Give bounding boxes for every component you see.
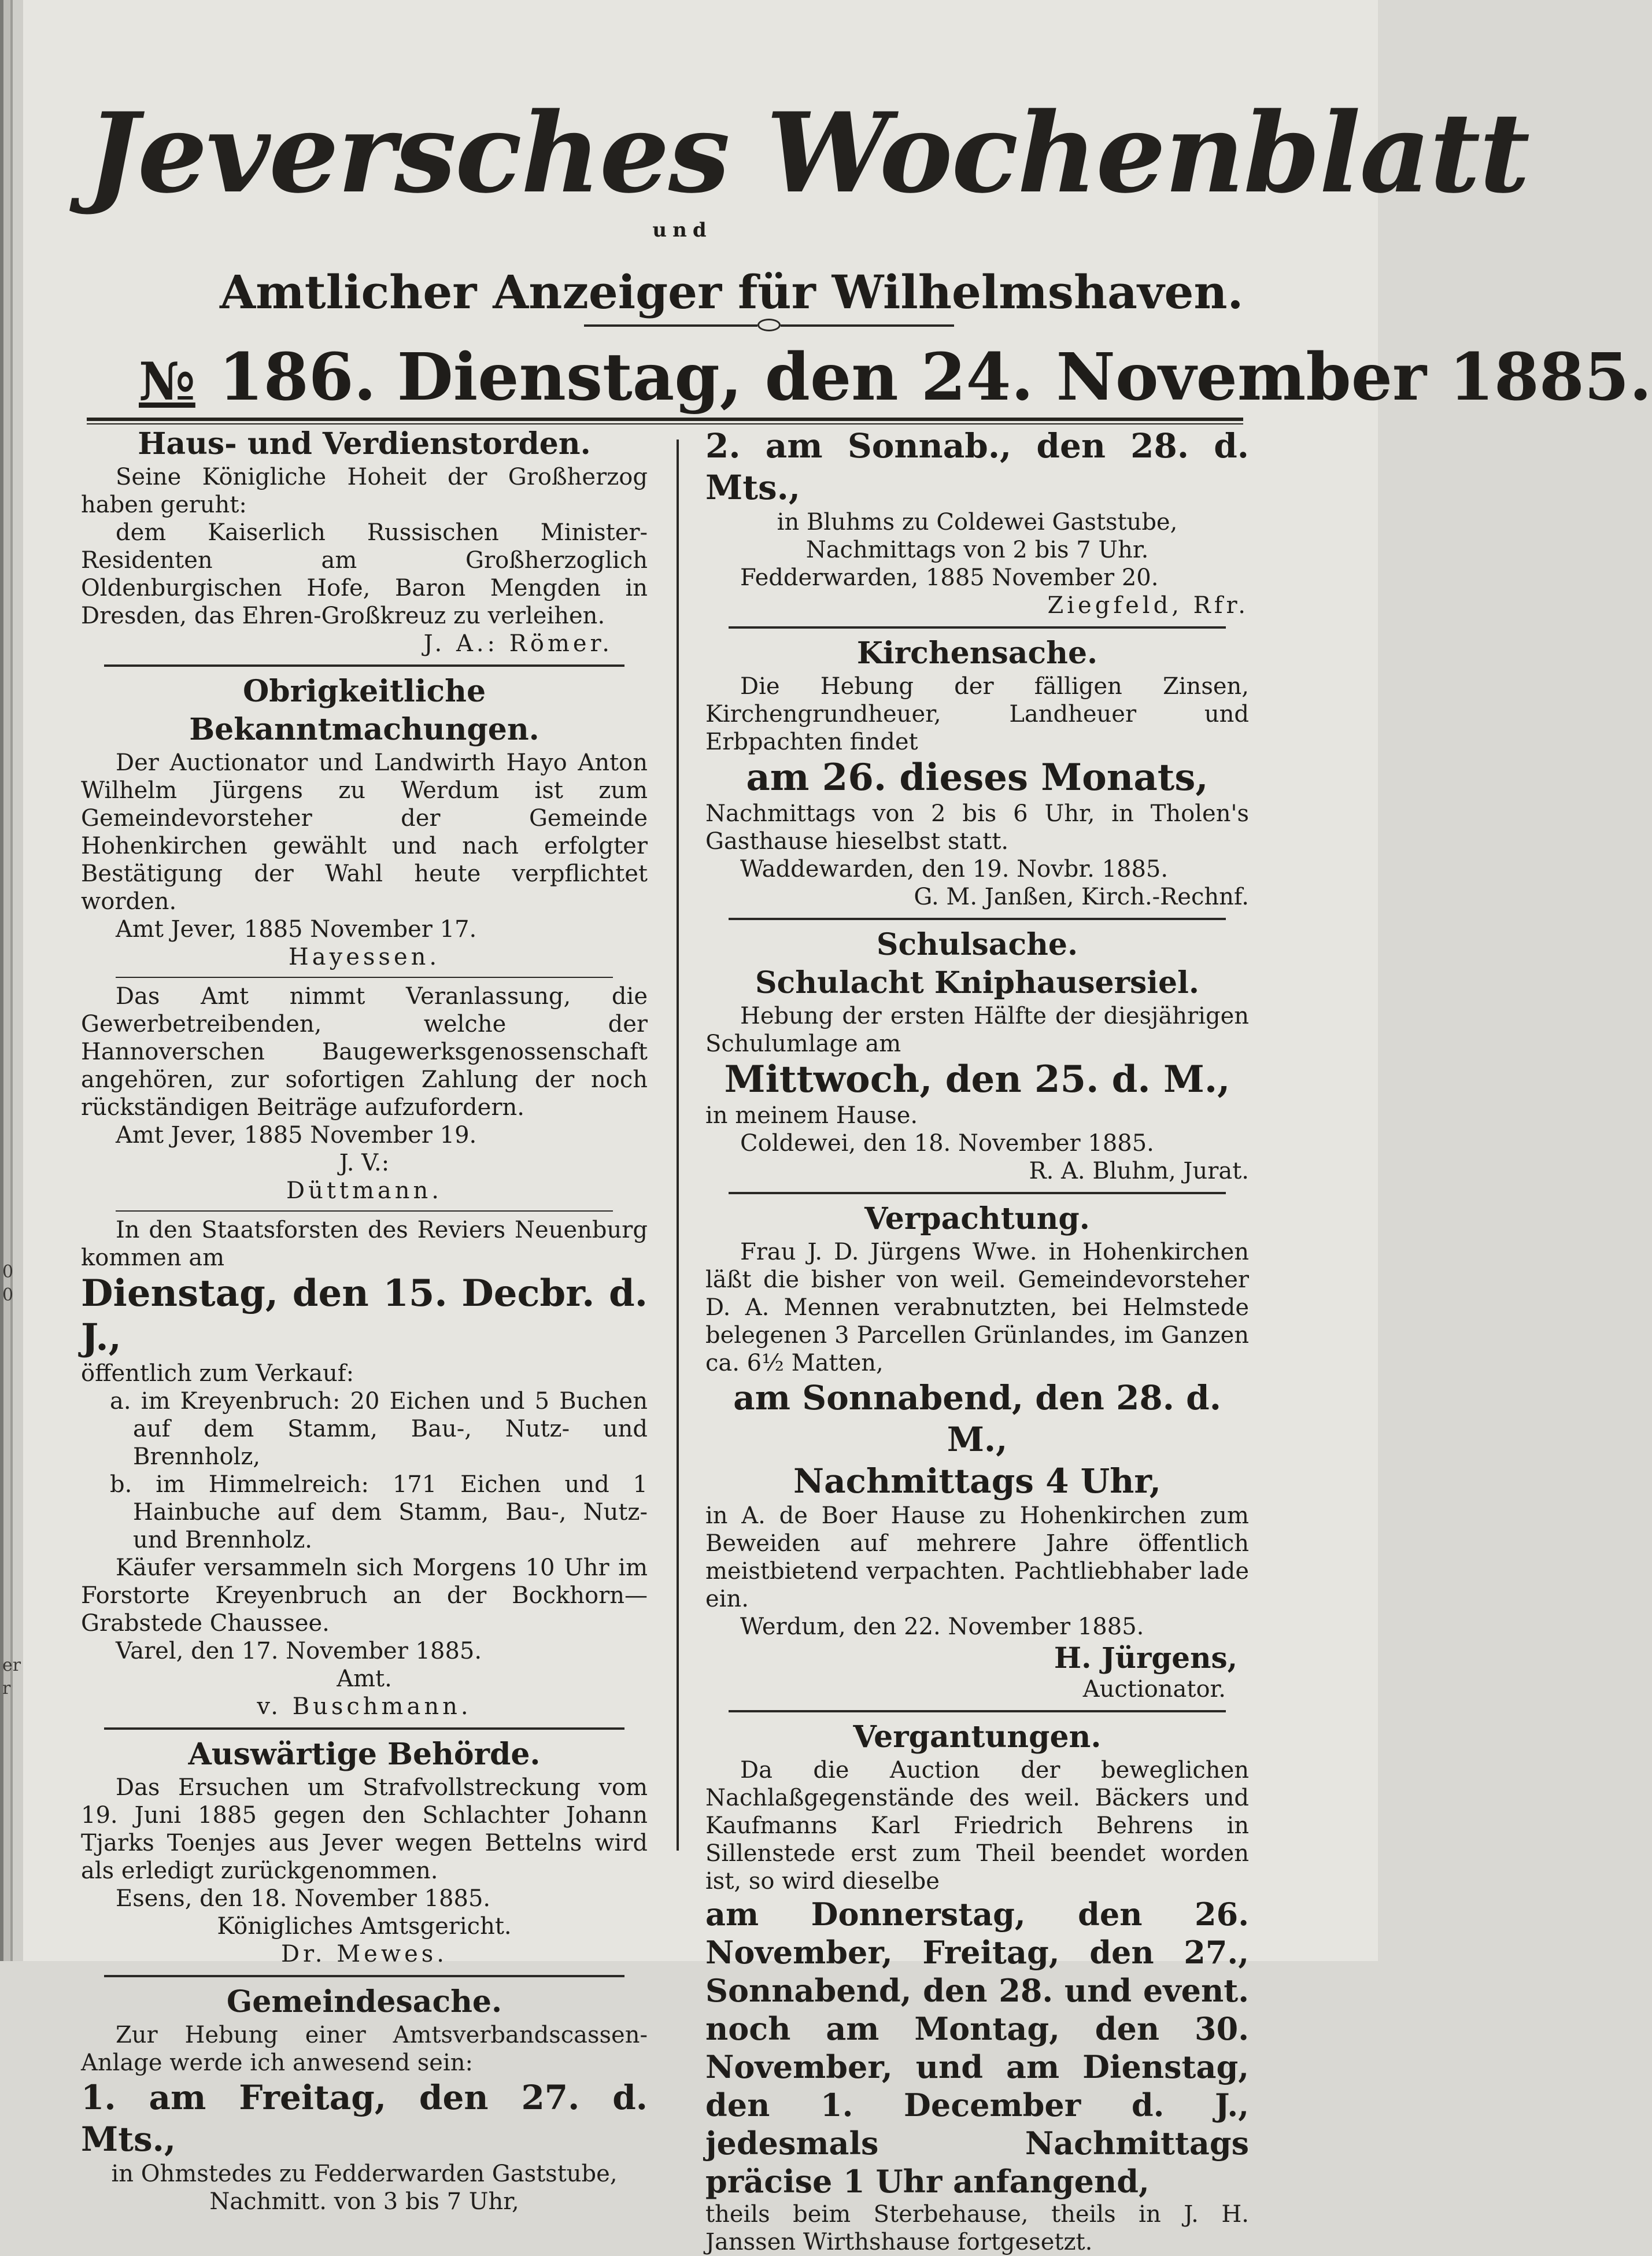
issue-number: 186. bbox=[218, 339, 376, 415]
adjacent-page-edge bbox=[0, 0, 23, 1961]
notice-date-highlight: am Sonnabend, den 28. d. M., bbox=[733, 1378, 1221, 1459]
issue-date: Dienstag, den 24. November 1885. bbox=[397, 339, 1652, 415]
number-sign: № bbox=[139, 351, 195, 412]
notice-text: theils beim Sterbehause, theils in J. H. Janssen Wirthshause fortgesetzt. bbox=[705, 2201, 1249, 2255]
notice-text: Die Hebung der fälligen Zinsen, Kirchengrundheuer, Landheuer und Erbpachten findet bbox=[705, 673, 1249, 755]
right-column bbox=[705, 425, 1249, 2256]
newspaper-title: Jeversches Wochenblatt bbox=[87, 88, 1529, 217]
notice-text: Der Auctionator und Landwirth Hayo Anton Wilhelm Jürgens zu Werdum ist zum Gemeindevorsteher der Gemeinde Hohenkirchen gewählt und nach erfolgter Bestätigung der Wahl heute verpflichtet worden. bbox=[81, 749, 648, 915]
notice-text: in Ohmstedes zu Fedderwarden Gaststube, Nachmitt. von 3 bis 7 Uhr, bbox=[111, 2161, 618, 2215]
notice-signature: Dr. Mewes. bbox=[280, 1941, 448, 1967]
notice-office: Königliches Amtsgericht. bbox=[217, 1913, 512, 1940]
notice-place-date: Waddewarden, den 19. Novbr. 1885. bbox=[740, 856, 1169, 883]
notice-text: in A. de Boer Hause zu Hohenkirchen zum Beweiden auf mehrere Jahre öffentlich meistbietend verpachten. Pachtliebhaber lade ein. bbox=[705, 1502, 1249, 1612]
notice-dates-highlight: am Donnerstag, den 26. November, Freitag, den 27., Sonnabend, den 28. und event. noch am Montag, den 30. November, und am Dienstag, den 1. December d. J., jedesmals Nachmittags präcise 1 Uhr anfangend, bbox=[705, 1896, 1249, 2200]
section-title: Obrigkeitliche Bekanntmachungen. bbox=[189, 674, 539, 747]
notice-list-item: b. im Himmelreich: 171 Eichen und 1 Hainbuche auf dem Stamm, Bau-, Nutz- und Brennholz. bbox=[110, 1471, 648, 1553]
issue-line bbox=[139, 339, 1652, 419]
notice-place-date: Werdum, den 22. November 1885. bbox=[740, 1613, 1144, 1640]
notice-time-highlight: Nachmittags 4 Uhr, bbox=[793, 1461, 1161, 1501]
notice-text: in meinem Hause. bbox=[705, 1102, 918, 1129]
notice-text: in Bluhms zu Coldewei Gaststube, Nachmittags von 2 bis 7 Uhr. bbox=[777, 509, 1178, 563]
notice-date-highlight: am 26. dieses Monats, bbox=[746, 756, 1208, 799]
section-title: Kirchensache. bbox=[856, 636, 1098, 671]
masthead-und: und bbox=[652, 219, 712, 242]
edge-fragment: er bbox=[2, 1655, 21, 1675]
column-divider bbox=[677, 440, 679, 1851]
section-rule bbox=[729, 626, 1226, 629]
notice-signature: G. M. Janßen, Kirch.-Rechnf. bbox=[914, 884, 1249, 910]
section-title: Auswärtige Behörde. bbox=[188, 1737, 541, 1772]
left-column bbox=[81, 425, 648, 2216]
notice-place-date: Esens, den 18. November 1885. bbox=[116, 1885, 491, 1912]
section-title: Vergantungen. bbox=[853, 1719, 1102, 1755]
notice-text: Seine Königliche Hoheit der Großherzog haben geruht: bbox=[81, 464, 648, 518]
notice-text: Das Ersuchen um Strafvollstreckung vom 19. Juni 1885 gegen den Schlachter Johann Tjarks Toenjes aus Jever wegen Bettelns wird als erledigt zurückgenommen. bbox=[81, 1774, 648, 1884]
notice-iv: J. V.: bbox=[339, 1150, 390, 1176]
edge-fragment: 0 bbox=[2, 1262, 14, 1282]
section-subtitle: Schulacht Kniphausersiel. bbox=[755, 965, 1199, 1000]
section-title: Haus- und Verdienstorden. bbox=[138, 426, 591, 461]
notice-signature: Hayessen. bbox=[288, 944, 441, 970]
notice-place-date: Coldewei, den 18. November 1885. bbox=[740, 1130, 1154, 1157]
header-rule-thin bbox=[87, 423, 1243, 424]
notice-place-date: Amt Jever, 1885 November 19. bbox=[116, 1122, 477, 1149]
section-title: Schulsache. bbox=[876, 927, 1078, 962]
edge-fragment: 0 bbox=[2, 1285, 14, 1305]
notice-date-highlight: Dienstag, den 15. Decbr. d. J., bbox=[81, 1272, 648, 1359]
notice-text: Käufer versammeln sich Morgens 10 Uhr im Forstorte Kreyenbruch an der Bockhorn—Grabstede Chaussee. bbox=[81, 1555, 648, 1637]
notice-place-date: Amt Jever, 1885 November 17. bbox=[116, 916, 477, 943]
notice-text: Da die Auction der beweglichen Nachlaßgegenstände des weil. Bäckers und Kaufmanns Karl Friedrich Behrens in Sillenstede erst zum Theil beendet worden ist, so wird dieselbe bbox=[705, 1757, 1249, 1895]
section-rule bbox=[104, 664, 624, 667]
notice-text: Nachmittags von 2 bis 6 Uhr, in Tholen's Gasthause hieselbst statt. bbox=[705, 800, 1249, 855]
section-rule bbox=[729, 918, 1226, 920]
notice-date-highlight: 1. am Freitag, den 27. d. Mts., bbox=[81, 2078, 648, 2159]
section-title: Verpachtung. bbox=[864, 1201, 1090, 1236]
masthead-subtitle: Amtlicher Anzeiger für Wilhelmshaven. bbox=[220, 265, 1244, 319]
section-title: Gemeindesache. bbox=[226, 1984, 502, 2019]
notice-role: Auctionator. bbox=[1082, 1676, 1226, 1703]
notice-rule bbox=[116, 977, 613, 978]
section-rule bbox=[729, 1192, 1226, 1194]
masthead-ornament bbox=[584, 317, 954, 334]
notice-signature: J. A.: Römer. bbox=[423, 630, 613, 657]
notice-text: Frau J. D. Jürgens Wwe. in Hohenkirchen läßt die bisher von weil. Gemeindevorsteher D. A. Mennen verabnutzten, bei Helmstede belegenen 3 Parcellen Grünlandes, im Ganzen ca. 6½ Matten, bbox=[705, 1239, 1249, 1376]
notice-office: Amt. bbox=[337, 1666, 392, 1692]
notice-signature: R. A. Bluhm, Jurat. bbox=[1029, 1158, 1249, 1184]
notice-text: dem Kaiserlich Russischen Minister-Residenten am Großherzoglich Oldenburgischen Hofe, Baron Mengden in Dresden, das Ehren-Großkreuz zu verleihen. bbox=[81, 519, 648, 629]
notice-date-highlight: 2. am Sonnab., den 28. d. Mts., bbox=[705, 426, 1249, 507]
notice-text: In den Staatsforsten des Reviers Neuenburg kommen am bbox=[81, 1217, 648, 1271]
section-rule bbox=[104, 1975, 624, 1977]
notice-text: Hebung der ersten Hälfte der diesjährigen Schulumlage am bbox=[705, 1003, 1249, 1057]
notice-list-item: a. im Kreyenbruch: 20 Eichen und 5 Buchen auf dem Stamm, Bau-, Nutz- und Brennholz, bbox=[110, 1388, 648, 1470]
notice-rule bbox=[116, 1210, 613, 1212]
notice-signature: v. Buschmann. bbox=[257, 1693, 472, 1720]
edge-fragment: r bbox=[2, 1678, 11, 1699]
notice-date-highlight: Mittwoch, den 25. d. M., bbox=[724, 1058, 1230, 1101]
notice-text: Das Amt nimmt Veranlassung, die Gewerbetreibenden, welche der Hannoverschen Baugewerksgenossenschaft angehören, zur sofortigen Zahlung der noch rückständigen Beiträge aufzufordern. bbox=[81, 983, 648, 1121]
notice-text: Zur Hebung einer Amtsverbandscassen-Anlage werde ich anwesend sein: bbox=[81, 2022, 648, 2076]
notice-signature: Ziegfeld, Rfr. bbox=[1047, 592, 1249, 619]
notice-signature: H. Jürgens, bbox=[1054, 1641, 1237, 1675]
notice-signature: Düttmann. bbox=[286, 1177, 442, 1204]
notice-text: öffentlich zum Verkauf: bbox=[81, 1360, 354, 1387]
section-rule bbox=[729, 1710, 1226, 1712]
section-rule bbox=[104, 1727, 624, 1730]
notice-place-date: Fedderwarden, 1885 November 20. bbox=[740, 564, 1159, 591]
header-rule bbox=[87, 418, 1243, 421]
notice-place-date: Varel, den 17. November 1885. bbox=[116, 1638, 482, 1664]
